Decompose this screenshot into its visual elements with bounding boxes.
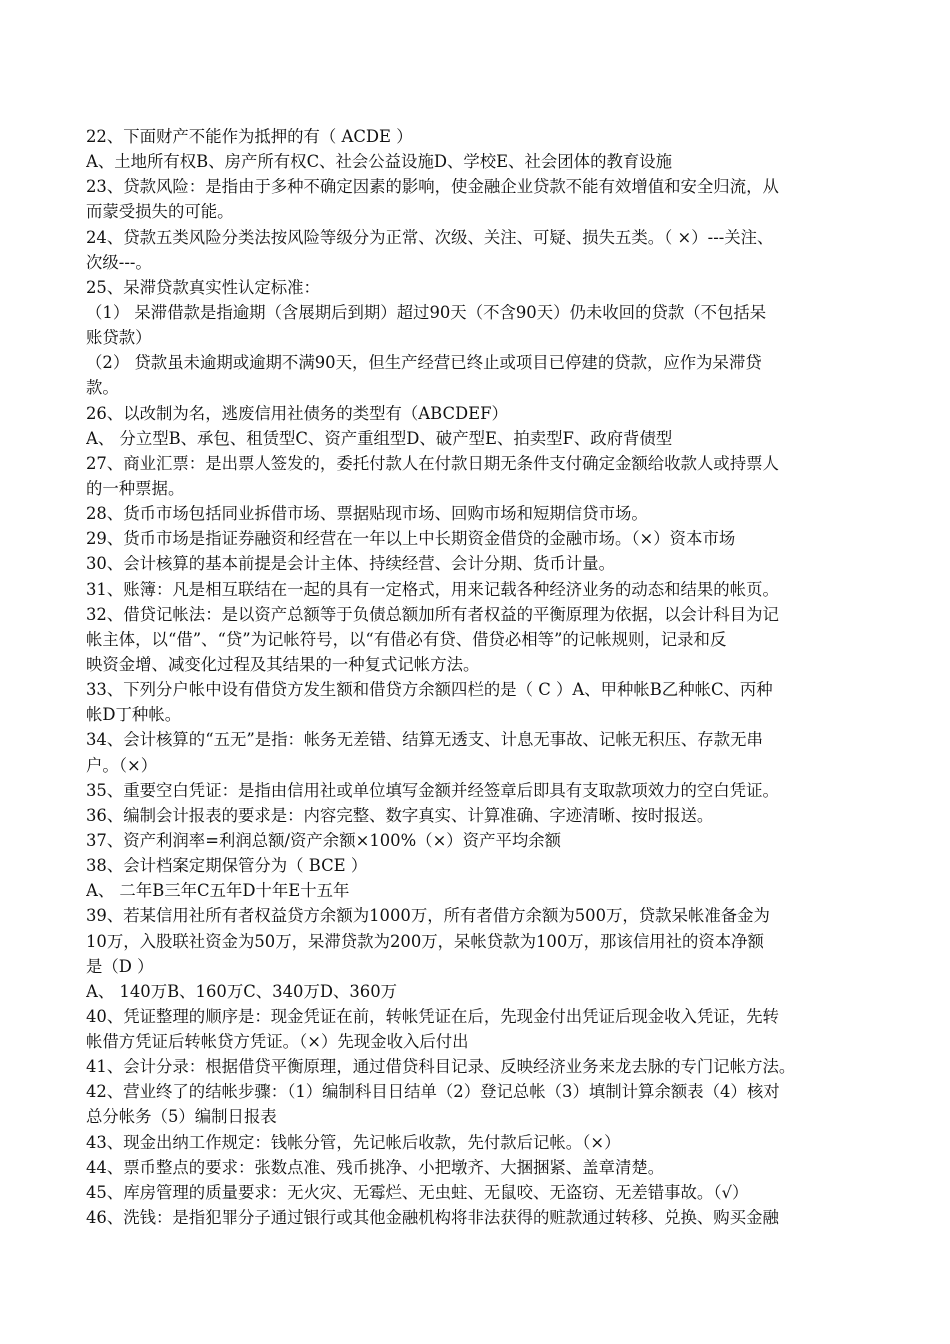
text-line: 37、资产利润率=利润总额/资产余额×100%（×）资产平均余额 [86, 830, 562, 850]
text-line: 25、呆滞贷款真实性认定标准： [86, 277, 320, 297]
text-line: 44、票币整点的要求：张数点准、残币挑净、小把墩齐、大捆捆紧、盖章清楚。 [86, 1157, 665, 1177]
text-line: 次级---。 [86, 252, 152, 272]
text-line: 29、货币市场是指证券融资和经营在一年以上中长期资金借贷的金融市场。（×）资本市场 [86, 529, 736, 549]
text-line: 款。 [86, 378, 119, 398]
text-line: 40、凭证整理的顺序是：现金凭证在前，转帐凭证在后，先现金付出凭证后现金收入凭证，先转 [86, 1006, 779, 1026]
text-line: 的一种票据。 [86, 478, 185, 498]
text-line: 38、会计档案定期保管分为（ BCE ） [86, 856, 368, 876]
text-line: 46、洗钱：是指犯罪分子通过银行或其他金融机构将非法获得的赃款通过转移、兑换、购买金融 [86, 1208, 779, 1228]
text-line: 42、营业终了的结帐步骤：（1）编制科目日结单（2）登记总帐（3）填制计算余额表（4）核对 [86, 1082, 780, 1102]
text-line: 33、下列分户帐中设有借贷方发生额和借贷方余额四栏的是（ C ）A、甲种帐B乙种帐C、丙种 [86, 680, 773, 700]
document-body [86, 124, 896, 1230]
text-line: 35、重要空白凭证：是指由信用社或单位填写金额并经签章后即具有支取款项效力的空白凭证。 [86, 780, 779, 800]
text-line: 而蒙受损失的可能。 [86, 202, 234, 222]
text-line: 映资金增、减变化过程及其结果的一种复式记帐方法。 [86, 654, 480, 674]
text-line: 31、账簿：凡是相互联结在一起的具有一定格式，用来记载各种经济业务的动态和结果的帐页。 [86, 579, 779, 599]
text-line: 45、库房管理的质量要求：无火灾、无霉烂、无虫蛀、无鼠咬、无盗窃、无差错事故。（√） [86, 1182, 749, 1202]
text-line: 帐D丁种帐。 [86, 705, 182, 725]
text-line: 是（D ） [86, 956, 154, 976]
text-line: 41、会计分录：根据借贷平衡原理，通过借贷科目记录、反映经济业务来龙去脉的专门记帐方法。 [86, 1057, 796, 1077]
text-line: 帐借方凭证后转帐贷方凭证。（×）先现金收入后付出 [86, 1032, 469, 1052]
text-line: 23、贷款风险：是指由于多种不确定因素的影响，使金融企业贷款不能有效增值和安全归流，从 [86, 177, 779, 197]
text-line: 43、现金出纳工作规定：钱帐分管，先记帐后收款，先付款后记帐。（×） [86, 1132, 621, 1152]
text-line: 34、会计核算的“五无”是指：帐务无差错、结算无透支、计息无事故、记帐无积压、存款无串 [86, 730, 763, 750]
text-line: 36、编制会计报表的要求是：内容完整、数字真实、计算准确、字迹清晰、按时报送。 [86, 805, 714, 825]
text-line: 39、若某信用社所有者权益贷方余额为1000万，所有者借方余额为500万，贷款呆帐准备金为 [86, 906, 770, 926]
text-line: A、 分立型B、承包、租赁型C、资产重组型D、破产型E、拍卖型F、政府背债型 [86, 428, 673, 448]
text-line: 30、会计核算的基本前提是会计主体、持续经营、会计分期、货币计量。 [86, 554, 615, 574]
text-line: A、 二年B三年C五年D十年E十五年 [86, 881, 350, 901]
text-line: 总分帐务（5）编制日报表 [86, 1107, 277, 1127]
text-line: （2） 贷款虽未逾期或逾期不满90天，但生产经营已终止或项目已停建的贷款，应作为呆滞贷 [86, 353, 762, 373]
text-line: 账贷款） [86, 328, 152, 348]
text-line: 32、借贷记帐法：是以资产总额等于负债总额加所有者权益的平衡原理为依据，以会计科目为记 [86, 604, 779, 624]
text-line: 26、以改制为名，逃废信用社债务的类型有（ABCDEF） [86, 403, 508, 423]
text-line: 帐主体，以“借”、“贷”为记帐符号，以“有借必有贷、借贷必相等”的记帐规则，记录和反 [86, 629, 727, 649]
text-line: 户。（×） [86, 755, 158, 775]
text-line: 22、下面财产不能作为抵押的有（ ACDE ） [86, 127, 413, 146]
text-line: 24、贷款五类风险分类法按风险等级分为正常、次级、关注、可疑、损失五类。（ ×）---关注、 [86, 227, 774, 247]
text-line: （1） 呆滞借款是指逾期（含展期后到期）超过90天（不含90天）仍未收回的贷款（不包括呆 [86, 302, 767, 322]
text-line: 10万，入股联社资金为50万，呆滞贷款为200万，呆帐贷款为100万，那该信用社的资本净额 [86, 931, 764, 951]
text-line: 27、商业汇票：是出票人签发的，委托付款人在付款日期无条件支付确定金额给收款人或持票人 [86, 453, 779, 473]
text-line: 28、货币市场包括同业拆借市场、票据贴现市场、回购市场和短期信贷市场。 [86, 504, 648, 524]
text-line: A、土地所有权B、房产所有权C、社会公益设施D、学校E、社会团体的教育设施 [86, 152, 673, 172]
text-line: A、 140万B、160万C、340万D、360万 [86, 981, 398, 1001]
